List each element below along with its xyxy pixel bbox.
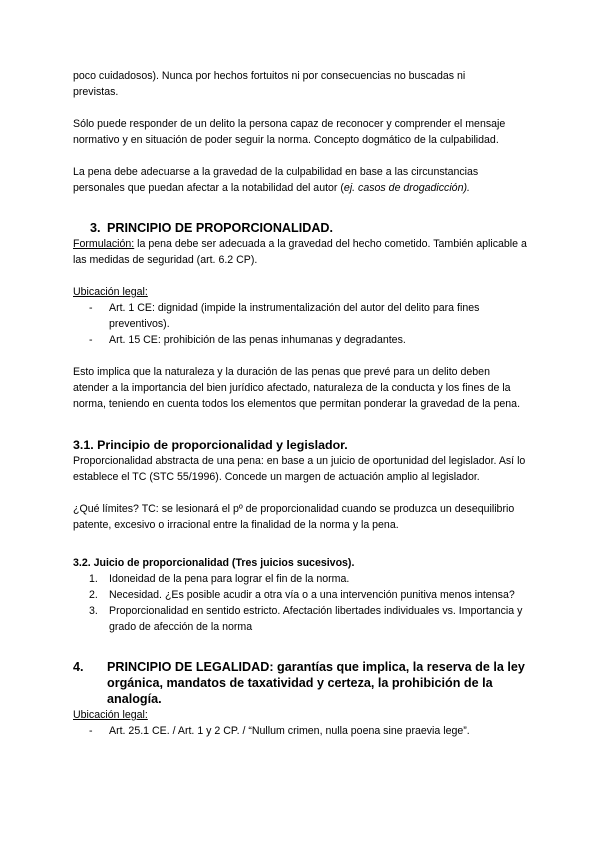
section-4-number: 4. bbox=[73, 660, 84, 674]
section-3-number: 3. bbox=[90, 221, 101, 235]
list-item-text: Art. 1 CE: dignidad (impide la instrumentalización del autor del delito para fines preventivos). bbox=[109, 302, 480, 330]
list-item bbox=[73, 300, 528, 332]
section-3-2-title: 3.2. Juicio de proporcionalidad (Tres juicios sucesivos). bbox=[73, 557, 355, 569]
list-item bbox=[73, 723, 528, 739]
list-item bbox=[73, 587, 528, 603]
list-number: 3. bbox=[89, 605, 98, 617]
list-number: 2. bbox=[89, 589, 98, 601]
paragraph-3 bbox=[73, 164, 528, 196]
section-3-ubicacion-label: Ubicación legal: bbox=[73, 286, 148, 298]
list-number: 1. bbox=[89, 573, 98, 585]
list-item-text: Art. 15 CE: prohibición de las penas inhumanas y degradantes. bbox=[109, 334, 406, 346]
bullet-dash: - bbox=[89, 725, 93, 737]
section-4-title: PRINCIPIO DE LEGALIDAD: garantías que implica, la reserva de la ley orgánica, mandatos de taxatividad y certeza, la prohibición de la analogía. bbox=[107, 660, 525, 706]
section-3-list bbox=[73, 300, 528, 348]
section-4-list bbox=[73, 723, 528, 739]
document-page bbox=[73, 68, 528, 739]
formulacion-label: Formulación: bbox=[73, 238, 135, 250]
section-3-1-title: 3.1. Principio de proporcionalidad y legislador. bbox=[73, 438, 348, 452]
list-item bbox=[73, 603, 528, 635]
section-3-2-list bbox=[73, 571, 528, 635]
list-item-text: Art. 25.1 CE. / Art. 1 y 2 CP. / “Nullum crimen, nulla poena sine praevia lege”. bbox=[109, 725, 470, 737]
section-3-1-text-2: ¿Qué límites? TC: se lesionará el pº de proporcionalidad cuando se produzca un desequilibrio patente, excesivo o irracional entre la finalidad de la norma y la pena. bbox=[73, 503, 515, 531]
list-item-text: Necesidad. ¿Es posible acudir a otra vía o a una intervención punitiva menos intensa? bbox=[109, 589, 515, 601]
paragraph-3-example: ej. casos de drogadicción). bbox=[343, 182, 470, 194]
paragraph-1-line-1: poco cuidadosos). Nunca por hechos fortuitos ni por consecuencias no buscadas ni bbox=[73, 70, 466, 82]
paragraph-3-text: La pena debe adecuarse a la gravedad de la culpabilidad en base a las circunstancias personales que puedan afectar a la notabilidad del autor ( bbox=[73, 166, 479, 194]
paragraph-2: Sólo puede responder de un delito la persona capaz de reconocer y comprender el mensaje normativo y en situación de poder seguir la norma. Concepto dogmático de la culpabilidad. bbox=[73, 118, 506, 146]
section-3-1-text-1: Proporcionalidad abstracta de una pena: en base a un juicio de oportunidad del legislador. Así lo establece el TC (STC 55/1996). Concede un margen de actuación amplio al legislador. bbox=[73, 455, 526, 483]
list-item-text: Idoneidad de la pena para lograr el fin de la norma. bbox=[109, 573, 350, 585]
list-item-text: Proporcionalidad en sentido estricto. Afectación libertades individuales vs. Importancia y grado de afección de la norma bbox=[109, 605, 523, 633]
formulacion-text: la pena debe ser adecuada a la gravedad del hecho cometido. También aplicable a las medidas de seguridad (art. 6.2 CP). bbox=[73, 238, 527, 266]
list-item bbox=[73, 571, 528, 587]
section-3-explanation: Esto implica que la naturaleza y la duración de las penas que prevé para un delito deben atender a la importancia del bien jurídico afectado, naturaleza de la conducta y los fines de la norma, teniendo en cuenta todos los elementos que permitan ponderar la gravedad de la pena. bbox=[73, 366, 521, 410]
bullet-dash: - bbox=[89, 334, 93, 346]
section-4-ubicacion-label: Ubicación legal: bbox=[73, 709, 148, 721]
section-4-heading bbox=[73, 659, 528, 707]
list-item bbox=[73, 332, 528, 348]
section-3-title: PRINCIPIO DE PROPORCIONALIDAD. bbox=[107, 221, 334, 235]
paragraph-1-line-2: previstas. bbox=[73, 86, 119, 98]
section-3-heading bbox=[73, 220, 528, 236]
bullet-dash: - bbox=[89, 302, 93, 314]
section-3-formulacion bbox=[73, 236, 528, 268]
